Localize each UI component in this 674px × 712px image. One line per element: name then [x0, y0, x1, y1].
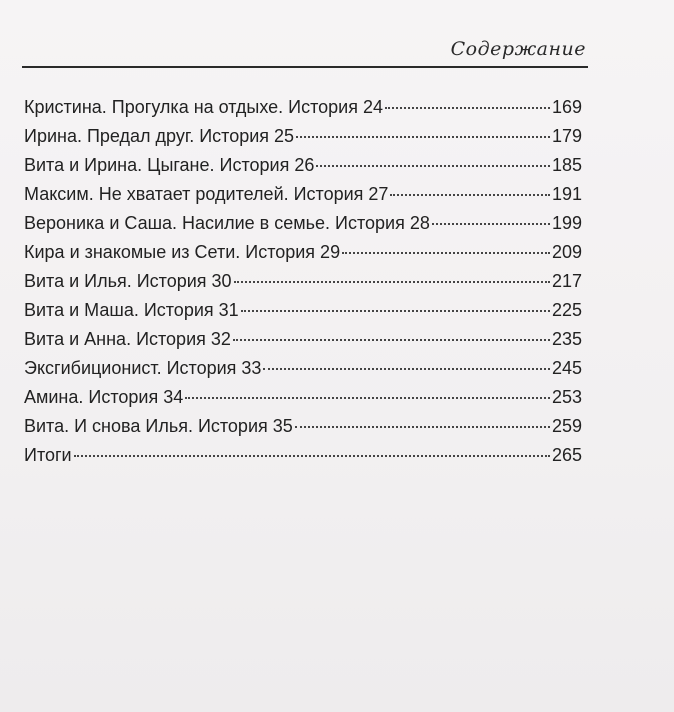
table-of-contents: [24, 96, 582, 473]
toc-entry-page: 217: [551, 271, 582, 291]
toc-entry: [24, 212, 582, 241]
toc-entry-title: Вероника и Саша. Насилие в семье. История 28: [24, 213, 430, 233]
toc-entry-title: Эксгибиционист. История 33: [24, 358, 262, 378]
toc-leader-dots: [234, 281, 550, 283]
toc-entry-page: 259: [551, 416, 582, 436]
toc-entry-title: Вита и Анна. История 32: [24, 329, 231, 349]
toc-entry: [24, 183, 582, 212]
toc-entry: [24, 386, 582, 415]
toc-entry-title: Вита и Ирина. Цыгане. История 26: [24, 155, 315, 175]
toc-entry-page: 225: [551, 300, 582, 320]
toc-leader-dots: [316, 165, 550, 167]
toc-entry: [24, 125, 582, 154]
toc-entry-page: 169: [551, 97, 582, 117]
toc-entry: [24, 96, 582, 125]
toc-entry-page: 199: [551, 213, 582, 233]
toc-entry-page: 253: [551, 387, 582, 407]
toc-entry-title: Итоги: [24, 445, 72, 465]
toc-leader-dots: [74, 455, 550, 457]
toc-entry: [24, 299, 582, 328]
toc-entry: [24, 270, 582, 299]
toc-entry-title: Ирина. Предал друг. История 25: [24, 126, 295, 146]
toc-entry: [24, 328, 582, 357]
toc-leader-dots: [295, 426, 550, 428]
toc-entry-title: Вита и Маша. История 31: [24, 300, 239, 320]
toc-leader-dots: [432, 223, 550, 225]
toc-entry-title: Кристина. Прогулка на отдыхе. История 24: [24, 97, 384, 117]
toc-entry: [24, 154, 582, 183]
toc-entry-page: 235: [551, 329, 582, 349]
toc-entry: [24, 241, 582, 270]
toc-entry-title: Максим. Не хватает родителей. История 27: [24, 184, 389, 204]
toc-entry: [24, 415, 582, 444]
toc-leader-dots: [296, 136, 550, 138]
toc-leader-dots: [241, 310, 550, 312]
toc-leader-dots: [233, 339, 550, 341]
toc-leader-dots: [385, 107, 550, 109]
toc-entry-page: 245: [551, 358, 582, 378]
toc-entry-title: Кира и знакомые из Сети. История 29: [24, 242, 341, 262]
toc-entry-title: Амина. История 34: [24, 387, 184, 407]
toc-entry-page: 179: [551, 126, 582, 146]
toc-entry: [24, 357, 582, 386]
toc-entry-page: 185: [551, 155, 582, 175]
toc-leader-dots: [263, 368, 550, 370]
toc-entry-title: Вита. И снова Илья. История 35: [24, 416, 293, 436]
running-header: Содержание: [450, 38, 586, 60]
header-rule: [22, 66, 588, 68]
toc-entry: [24, 444, 582, 473]
toc-leader-dots: [185, 397, 550, 399]
toc-entry-title: Вита и Илья. История 30: [24, 271, 232, 291]
toc-entry-page: 265: [551, 445, 582, 465]
toc-leader-dots: [390, 194, 550, 196]
toc-entry-page: 191: [551, 184, 582, 204]
toc-leader-dots: [342, 252, 550, 254]
toc-entry-page: 209: [551, 242, 582, 262]
